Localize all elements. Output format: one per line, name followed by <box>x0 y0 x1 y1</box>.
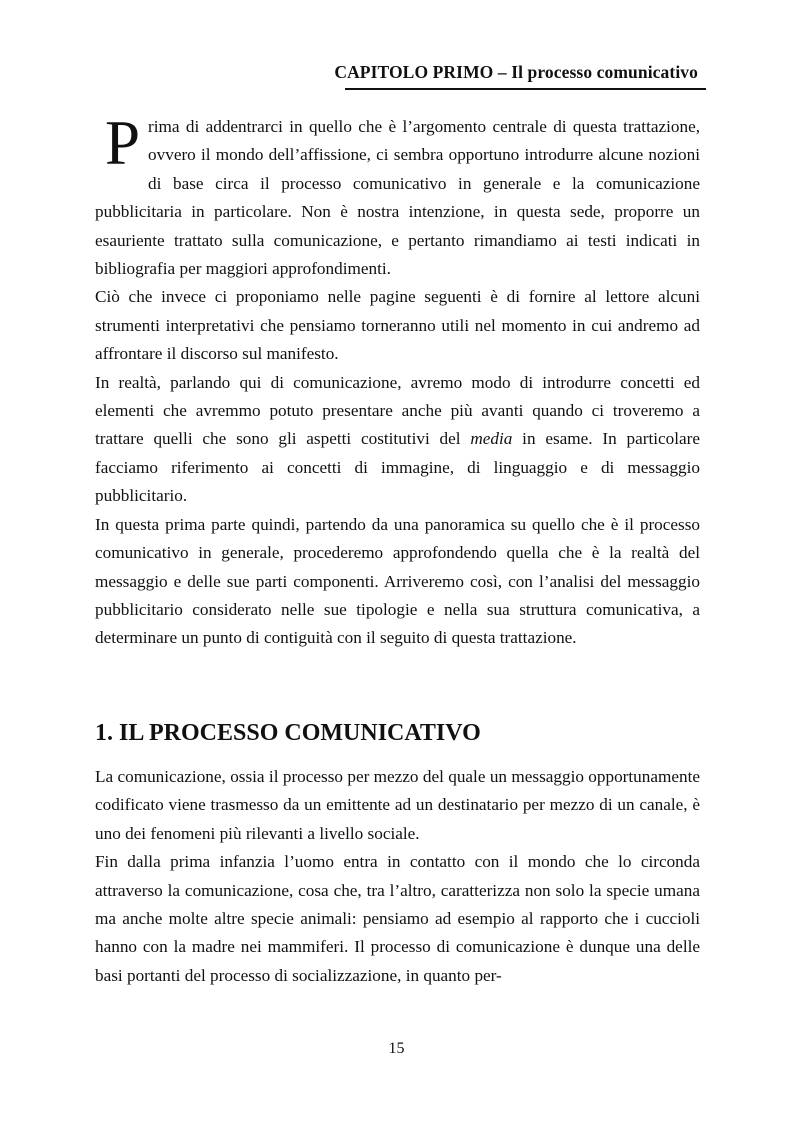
section-paragraph-2: Fin dalla prima infanzia l’uomo entra in contatto con il mondo che lo circonda attraverso la comunicazione, cosa che, tra l’altro, caratterizza non solo la specie umana ma anche molte altre specie animali: pensiamo ad esempio al rapporto che i cuccioli hanno con la madre nei mammiferi. Il processo di comunicazione è dunque una delle basi portanti del processo di socializzazione, in quanto per- <box>95 852 700 985</box>
intro-paragraph-2: Ciò che invece ci proponiamo nelle pagine seguenti è di fornire al lettore alcuni strumenti interpretativi che pensiamo torneranno utili nel momento in cui andremo ad affrontare il discorso sul manifesto. <box>95 287 700 364</box>
intro-paragraph-4: In questa prima parte quindi, partendo da una panoramica su quello che è il processo comunicativo in generale, procederemo approfondendo quella che è la realtà del messaggio e delle sue parti componenti. Arriveremo così, con l’analisi del messaggio pubblicitario considerato nelle sue tipologie e nella sua struttura comunicativa, a determinare un punto di contiguità con il seguito di questa trattazione. <box>95 514 700 648</box>
section-text <box>95 763 700 990</box>
section-title: 1. IL PROCESSO COMUNICATIVO <box>95 720 481 746</box>
running-head: CAPITOLO PRIMO – Il processo comunicativo <box>334 62 698 82</box>
intro-paragraph-3-text-b: in esame. In particolare facciamo riferimento ai concetti di immagine, di linguaggio e di messaggio pubblicitario. <box>95 429 700 506</box>
header-rule <box>345 88 706 90</box>
page-number: 15 <box>388 1040 405 1057</box>
drop-cap: P <box>105 108 141 178</box>
section-paragraph-1: La comunicazione, ossia il processo per mezzo del quale un messaggio opportunamente codificato viene trasmesso da un emittente ad un destinatario per mezzo di un canale, è uno dei fenomeni più rilevanti a livello sociale. <box>95 767 700 843</box>
intro-paragraph-3-text-a: In realtà, parlando qui di comunicazione, avremo modo di introdurre concetti ed elementi che avremmo potuto presentare anche più avanti quando ci troveremo a trattare quelli che sono gli aspetti costitutivi del <box>95 372 700 449</box>
intro-paragraph-3 <box>95 369 700 511</box>
italic-term: media <box>470 429 513 449</box>
intro-text <box>95 108 700 653</box>
intro-paragraph-1-text: rima di addentrarci in quello che è l’argomento centrale di questa trattazione, ovvero il mondo dell’affissione, ci sembra opportuno introdurre alcune nozioni di base circa il processo comunicativo in generale e la comunicazione pubblicitaria in particolare. Non è nostra intenzione, in questa sede, proporre un esauriente trattato sulla comunicazione, e pertanto rimandiamo ai testi indicati in bibliografia per maggiori approfondimenti. <box>95 117 700 279</box>
intro-paragraph-1 <box>95 108 700 283</box>
